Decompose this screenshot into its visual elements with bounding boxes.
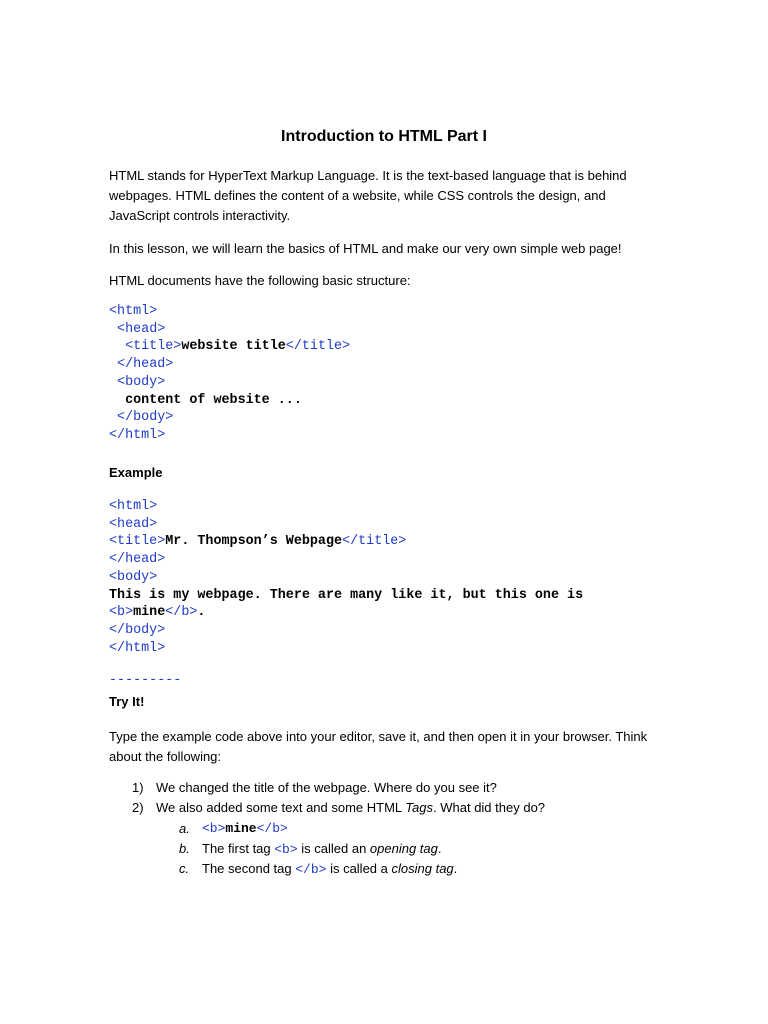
code-tag: <head> [109, 516, 158, 532]
code-line [109, 321, 350, 339]
code-line [109, 498, 583, 516]
intro-line-1: HTML stands for HyperText Markup Language. It is the text-based language that is behind [109, 168, 627, 183]
structure-intro: HTML documents have the following basic structure: [109, 273, 411, 288]
code-line [109, 551, 583, 569]
intro-line-2: webpages. HTML defines the content of a website, while CSS controls the design, and [109, 188, 606, 203]
code-tag: <body> [117, 374, 166, 390]
code-tag: </html> [109, 640, 166, 656]
code-tag: </html> [109, 427, 166, 443]
try-line-2: about the following: [109, 749, 222, 764]
list-number: 1) [132, 780, 144, 795]
intro-line-3: JavaScript controls interactivity. [109, 208, 291, 223]
code-line [109, 427, 350, 445]
code-tag: </body> [117, 410, 174, 426]
code-line [109, 569, 583, 587]
code-tag: <body> [109, 569, 158, 585]
code-tag: </title> [342, 534, 407, 550]
code-line [109, 356, 350, 374]
code-line [109, 622, 583, 640]
intro-paragraph [109, 166, 654, 226]
code-line [109, 587, 583, 605]
list-text: We changed the title of the webpage. Where do you see it? [156, 780, 497, 795]
structure-code-block [109, 303, 350, 445]
sub-list-label: a. [179, 821, 190, 836]
code-line [109, 604, 583, 622]
code-line [109, 392, 350, 410]
list-text: We also added some text and some HTML Tags. What did they do? [156, 800, 546, 815]
code-line [109, 533, 583, 551]
separator-line: --------- [109, 673, 182, 688]
code-text: This is my webpage. There are many like it, but this one is [109, 587, 584, 603]
code-line [109, 303, 350, 321]
code-text: mine [133, 605, 166, 621]
code-line [109, 640, 583, 658]
code-tag: <head> [117, 321, 166, 337]
code-tag: </body> [109, 622, 166, 638]
code-text: website title [181, 339, 286, 355]
code-tag: </head> [109, 552, 166, 568]
code-tag: <title> [109, 534, 166, 550]
code-line [109, 338, 350, 356]
sub-list-text: <b>mine</b> [202, 821, 288, 836]
code-tag: </title> [285, 339, 351, 355]
code-tag: <title> [125, 339, 182, 355]
code-tag: <b> [109, 605, 134, 621]
code-line [109, 409, 350, 427]
try-it-paragraph [109, 727, 654, 767]
code-tag: <html> [109, 499, 158, 514]
sub-list-text: The first tag <b> is called an opening tag. [202, 841, 442, 857]
code-line [109, 374, 350, 392]
code-tag: </b> [165, 605, 198, 621]
code-line [109, 516, 583, 534]
example-code-block [109, 498, 583, 657]
code-tag: </head> [117, 357, 174, 373]
page-title: Introduction to HTML Part I [281, 128, 487, 145]
lesson-paragraph: In this lesson, we will learn the basics of HTML and make our very own simple web page! [109, 241, 622, 256]
sub-list-text: The second tag </b> is called a closing tag. [202, 861, 458, 877]
code-text: content of website ... [125, 392, 302, 408]
code-text: Mr. Thompson’s Webpage [165, 534, 343, 550]
example-heading: Example [109, 465, 163, 480]
list-number: 2) [132, 800, 144, 815]
code-tag: <html> [109, 304, 158, 319]
code-text: . [197, 605, 206, 621]
try-it-heading: Try It! [109, 694, 145, 709]
try-line-1: Type the example code above into your editor, save it, and then open it in your browser. Think [109, 729, 648, 744]
sub-list-label: c. [179, 861, 190, 876]
sub-list-label: b. [179, 841, 190, 856]
